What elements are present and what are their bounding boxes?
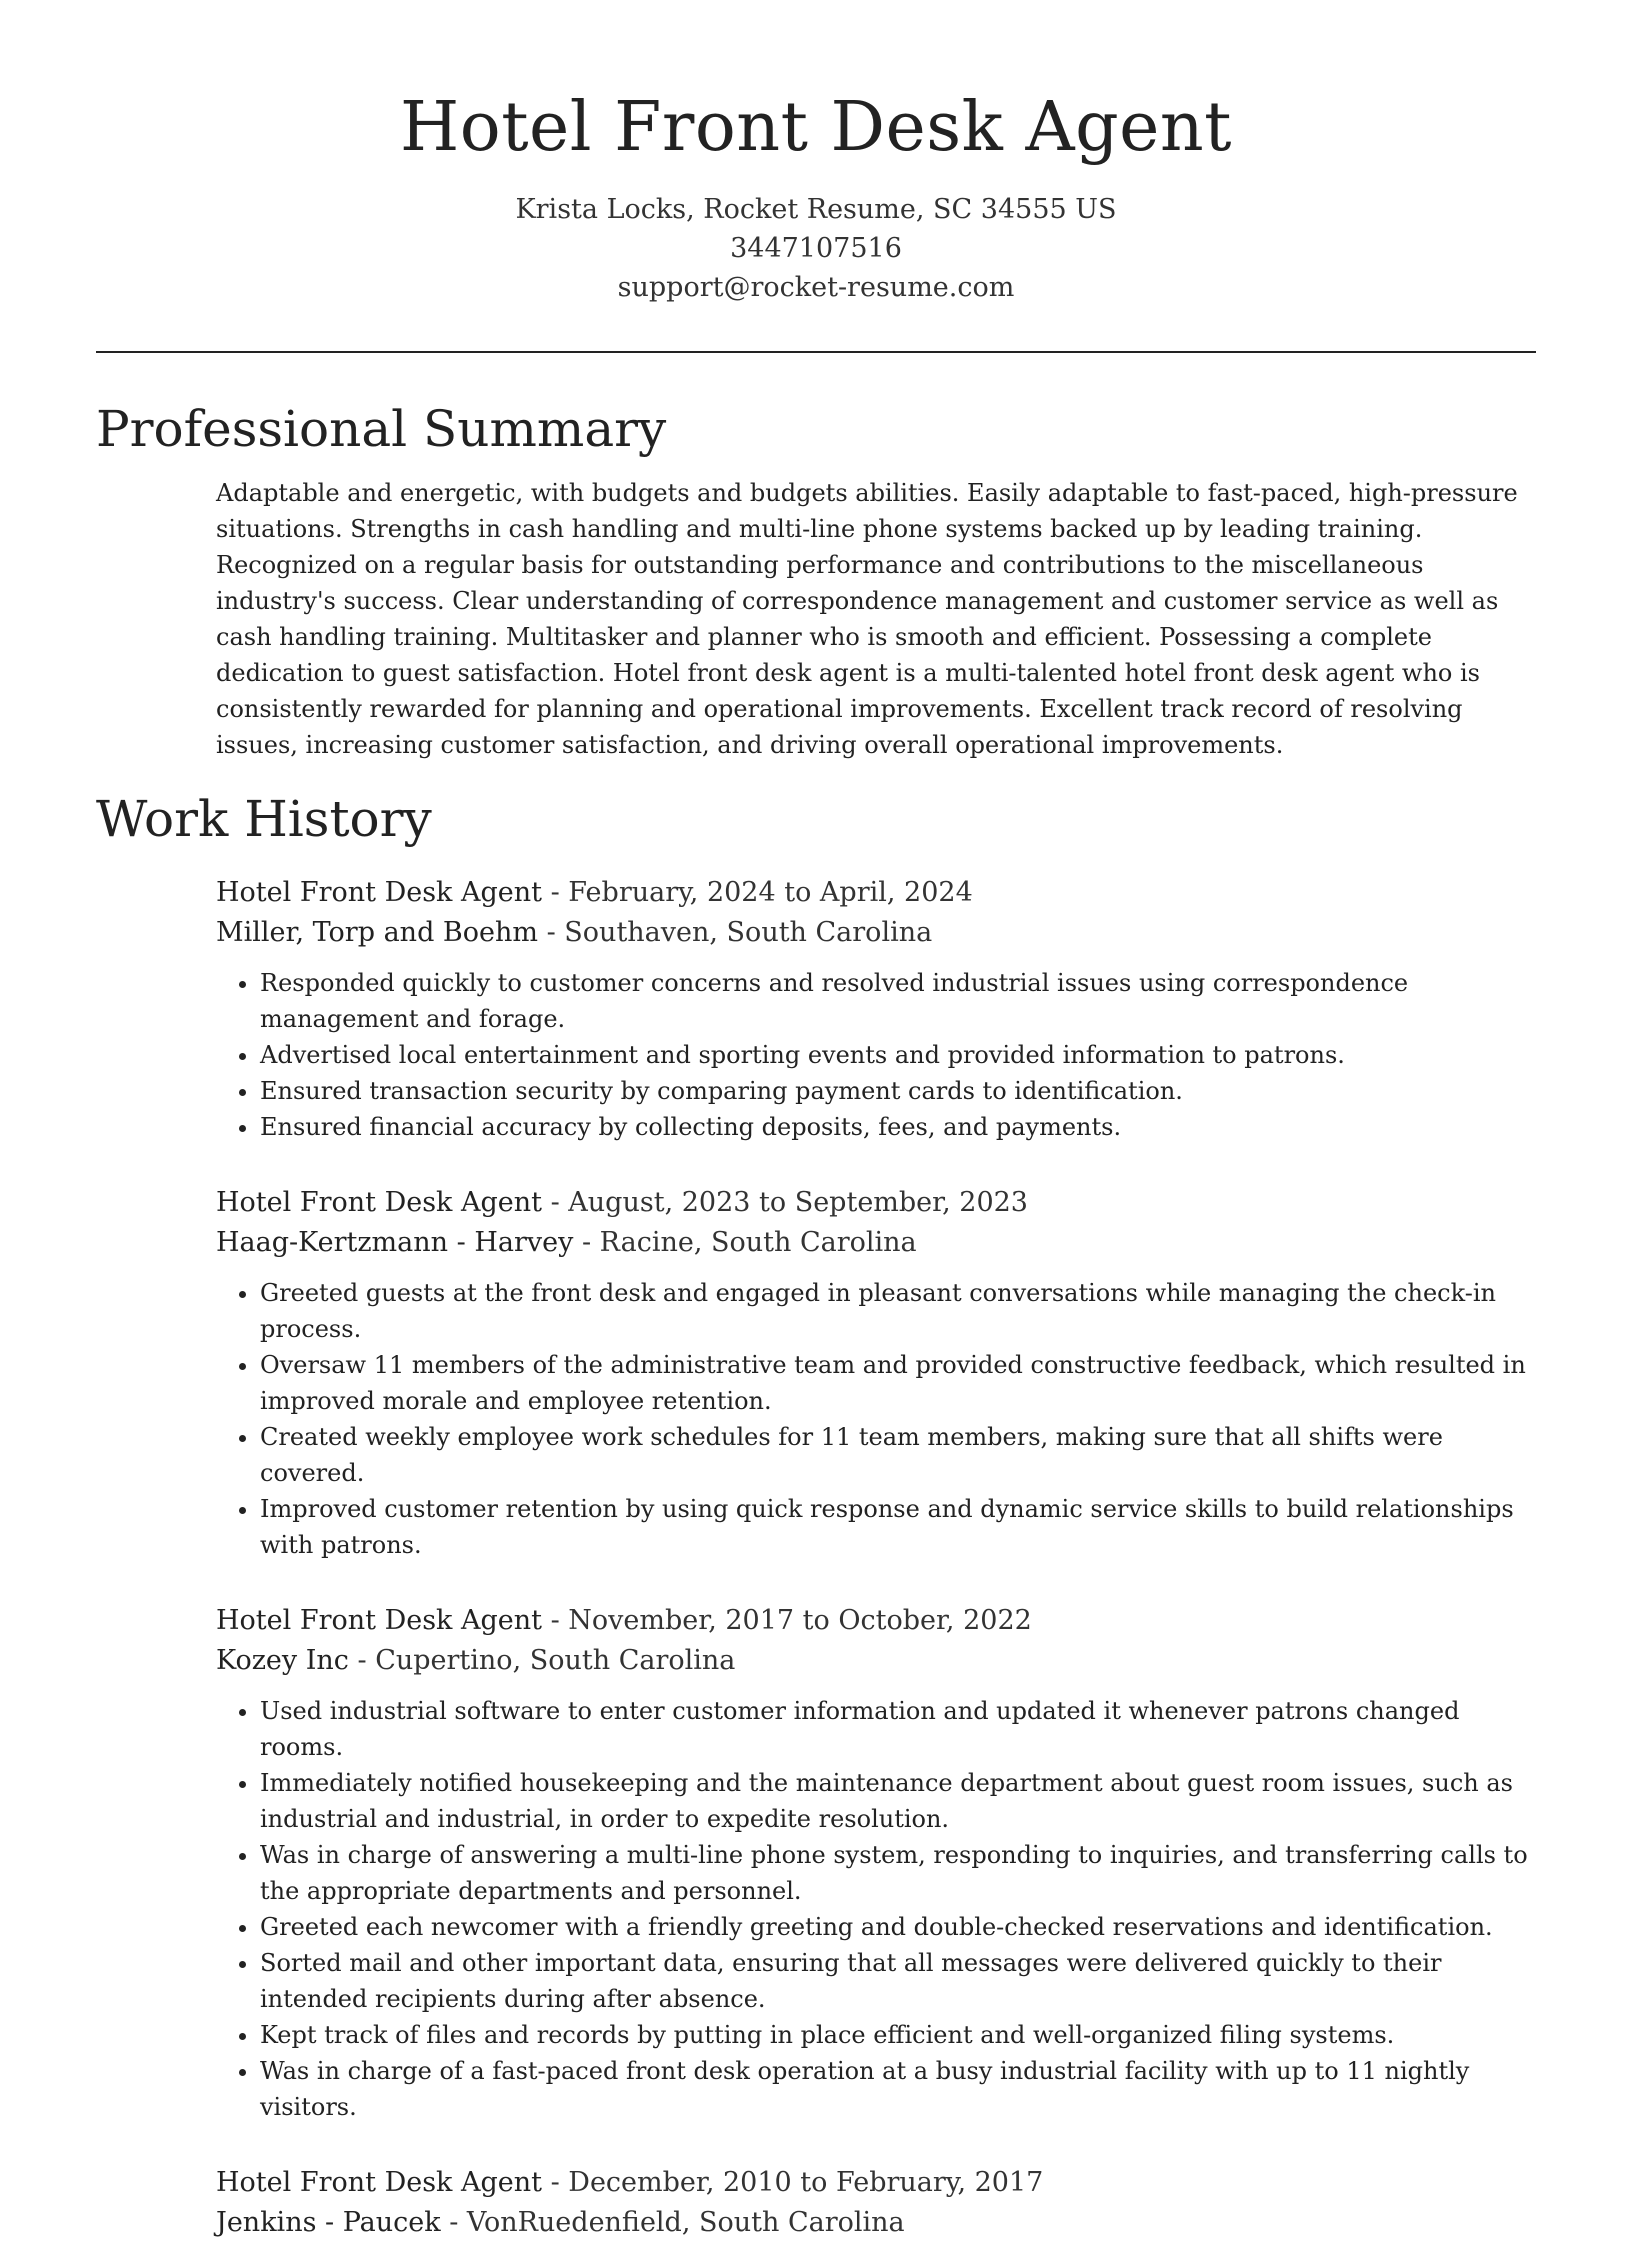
header-divider — [96, 351, 1536, 353]
job-location: Cupertino, South Carolina — [375, 1645, 736, 1676]
job-bullet: • Greeted each newcomer with a friendly greeting and double-checked reservations and identification. — [260, 1909, 1536, 1945]
job-company: Haag-Kertzmann - Harvey — [216, 1227, 574, 1258]
job-bullet: • Sorted mail and other important data, ensuring that all messages were delivered quickly to their intended recipients during after absence. — [260, 1945, 1536, 2017]
job-bullet: • Ensured financial accuracy by collecting deposits, fees, and payments. — [260, 1109, 1536, 1145]
job-bullet: • Oversaw 11 members of the administrative team and provided constructive feedback, which resulted in improved morale and employee retention. — [260, 1347, 1536, 1419]
job-entry — [216, 873, 1536, 1145]
contact-phone: 3447107516 — [730, 233, 902, 264]
job-bullets — [216, 965, 1536, 1145]
work-history-section — [96, 787, 1536, 2243]
job-bullets — [216, 1693, 1536, 2125]
job-bullets — [216, 1275, 1536, 1563]
job-entry — [216, 1183, 1536, 1563]
job-dates: December, 2010 to February, 2017 — [568, 2167, 1044, 2198]
job-bullet: • Was in charge of a fast-paced front desk operation at a busy industrial facility with up to 11 nightly visitors. — [260, 2053, 1536, 2125]
job-company: Miller, Torp and Boehm — [216, 917, 538, 948]
summary-text: Adaptable and energetic, with budgets and budgets abilities. Easily adaptable to fast-paced, high-pressure situations. Strengths in cash handling and multi-line phone systems backed up by leading training. Recognized on a regular basis for outstanding performance and contributions to the miscellaneous industry's success. Clear understanding of correspondence management and customer service as well as cash handling training. Multitasker and planner who is smooth and efficient. Possessing a complete dedication to guest satisfaction. Hotel front desk agent is a multi-talented hotel front desk agent who is consistently rewarded for planning and operational improvements. Excellent track record of resolving issues, increasing customer satisfaction, and driving overall operational improvements. — [216, 479, 1518, 759]
work-history-heading: Work History — [96, 790, 432, 848]
separator: - — [538, 917, 565, 948]
job-company-line — [216, 1641, 1536, 1681]
summary-heading: Professional Summary — [96, 400, 667, 458]
job-list — [216, 873, 1536, 2243]
job-bullet: • Responded quickly to customer concerns and resolved industrial issues using correspondence management and forage. — [260, 965, 1536, 1037]
separator: - — [348, 1645, 376, 1676]
job-bullet: • Advertised local entertainment and sporting events and provided information to patrons. — [260, 1037, 1536, 1073]
job-bullet: • Greeted guests at the front desk and engaged in pleasant conversations while managing the check-in process. — [260, 1275, 1536, 1347]
job-title-line — [216, 873, 1536, 913]
contact-address: Krista Locks, Rocket Resume, SC 34555 US — [515, 194, 1117, 225]
job-bullet: • Immediately notified housekeeping and the maintenance department about guest room issues, such as industrial and industrial, in order to expedite resolution. — [260, 1765, 1536, 1837]
job-company: Kozey Inc — [216, 1645, 349, 1676]
separator: - — [573, 1227, 600, 1258]
job-company-line — [216, 913, 1536, 953]
contact-email: support@rocket-resume.com — [617, 272, 1015, 303]
job-title-line — [216, 2163, 1536, 2203]
job-company: Jenkins - Paucek — [216, 2207, 441, 2238]
job-title-line — [216, 1601, 1536, 1641]
summary-section — [96, 397, 1536, 763]
job-location: Southaven, South Carolina — [564, 917, 933, 948]
resume-header — [0, 0, 1632, 307]
job-company-line — [216, 1223, 1536, 1263]
contact-block — [0, 190, 1632, 307]
separator: - — [542, 2167, 569, 2198]
job-title: Hotel Front Desk Agent — [216, 2167, 542, 2198]
separator: - — [542, 1605, 569, 1636]
separator: - — [440, 2207, 467, 2238]
job-bullet: • Improved customer retention by using quick response and dynamic service skills to build relationships with patrons. — [260, 1491, 1536, 1563]
job-dates: August, 2023 to September, 2023 — [568, 1187, 1028, 1218]
job-entry — [216, 1601, 1536, 2125]
resume-title: Hotel Front Desk Agent — [399, 88, 1232, 167]
job-location: Racine, South Carolina — [599, 1227, 917, 1258]
job-company-line — [216, 2203, 1536, 2243]
job-dates: February, 2024 to April, 2024 — [568, 877, 973, 908]
job-bullet: • Kept track of files and records by putting in place efficient and well-organized filing systems. — [260, 2017, 1536, 2053]
job-entry — [216, 2163, 1536, 2243]
job-bullet: • Ensured transaction security by comparing payment cards to identification. — [260, 1073, 1536, 1109]
job-bullet: • Created weekly employee work schedules for 11 team members, making sure that all shifts were covered. — [260, 1419, 1536, 1491]
job-title-line — [216, 1183, 1536, 1223]
job-bullet: • Used industrial software to enter customer information and updated it whenever patrons changed rooms. — [260, 1693, 1536, 1765]
job-bullet: • Was in charge of answering a multi-line phone system, responding to inquiries, and transferring calls to the appropriate departments and personnel. — [260, 1837, 1536, 1909]
job-dates: November, 2017 to October, 2022 — [568, 1605, 1032, 1636]
job-title: Hotel Front Desk Agent — [216, 877, 542, 908]
separator: - — [542, 1187, 569, 1218]
job-title: Hotel Front Desk Agent — [216, 1187, 542, 1218]
job-location: VonRuedenfield, South Carolina — [466, 2207, 905, 2238]
job-title: Hotel Front Desk Agent — [216, 1605, 542, 1636]
separator: - — [542, 877, 569, 908]
